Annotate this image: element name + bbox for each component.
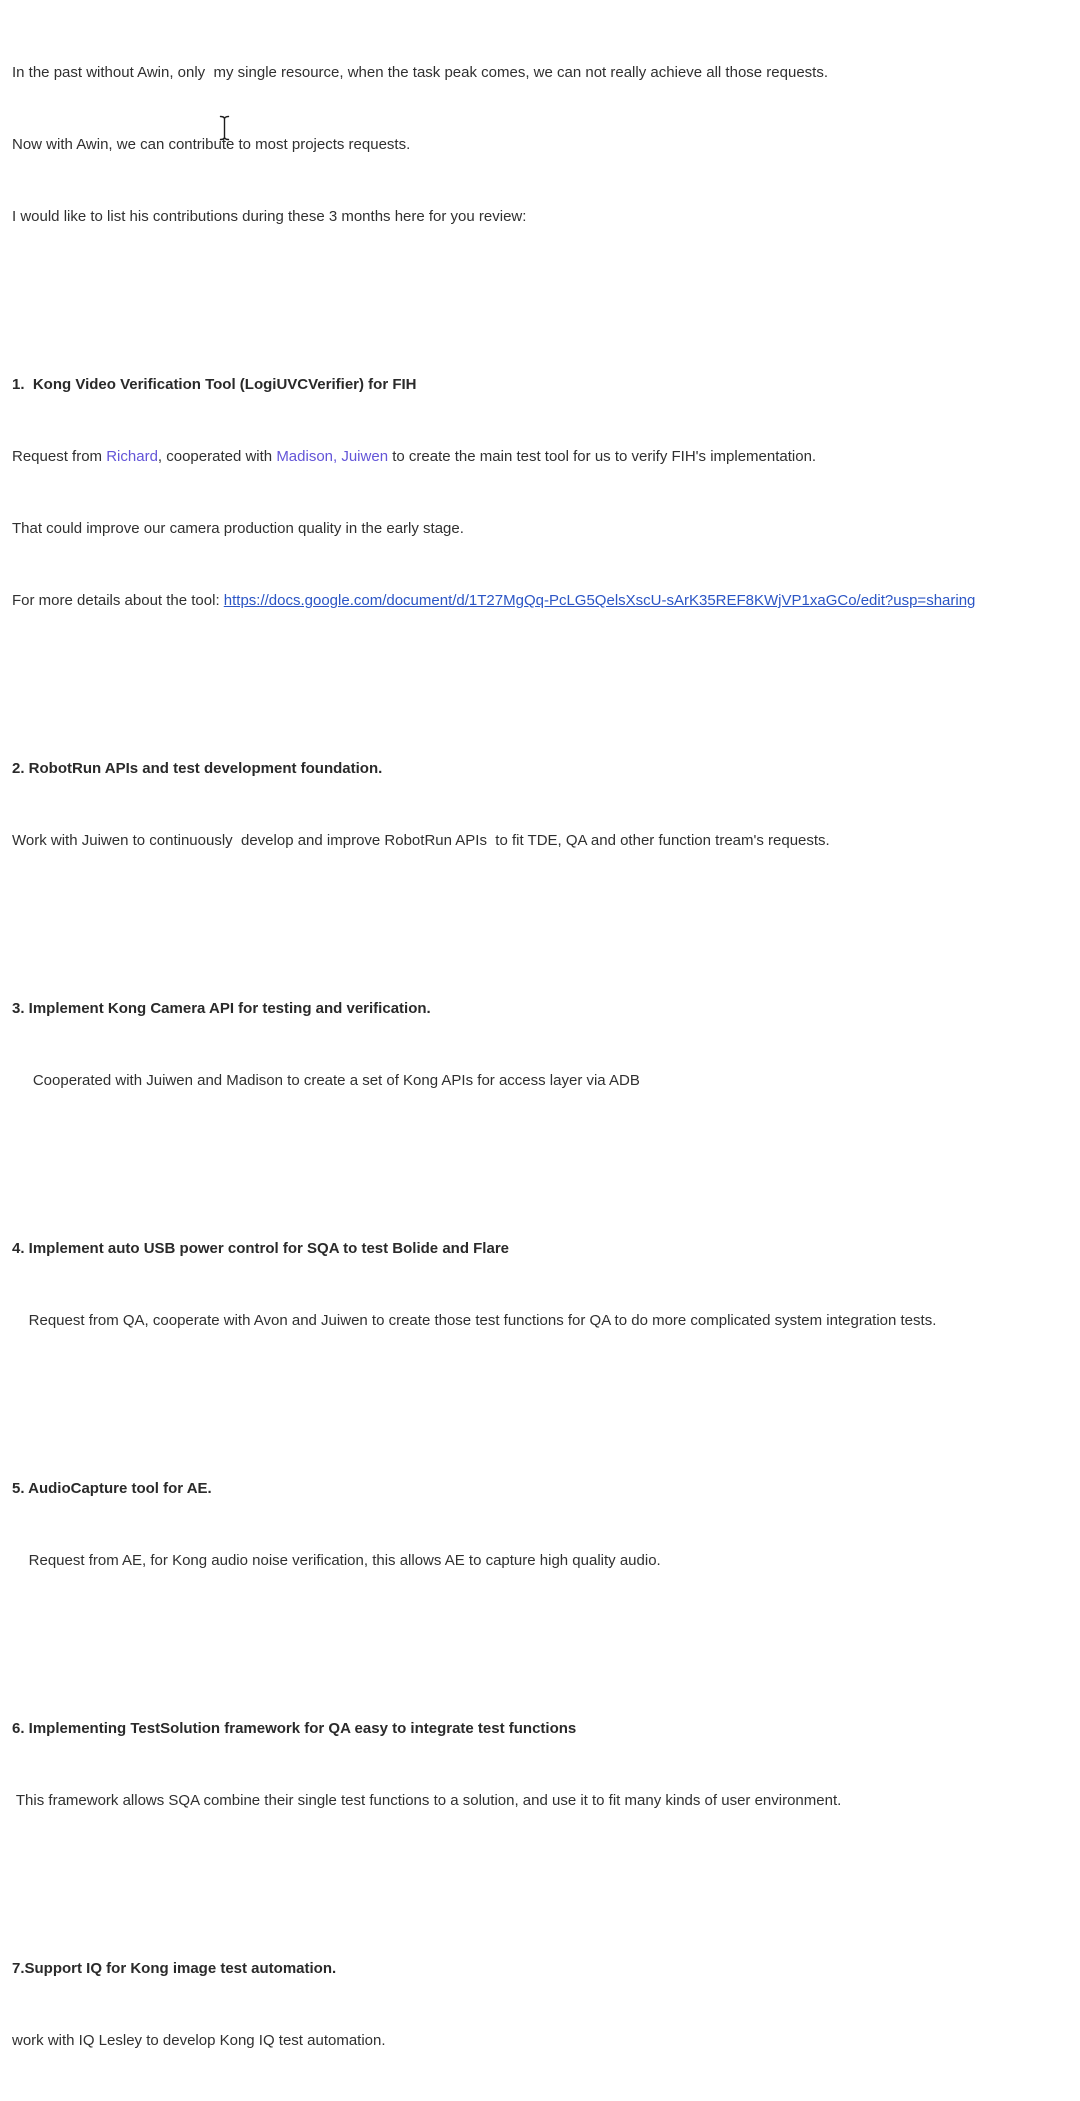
section-4-body: Request from QA, cooperate with Avon and Juiwen to create those test functions for QA to do more complicated system integration tests. xyxy=(12,1312,937,1329)
intro-line-3: I would like to list his contributions during these 3 months here for you review: xyxy=(12,208,527,225)
section-1-improve-line: That could improve our camera production quality in the early stage. xyxy=(12,520,464,537)
request-mid-text: , cooperated with xyxy=(157,448,277,465)
section-6-title: 6. Implementing TestSolution framework for QA easy to integrate test functions xyxy=(12,1720,577,1737)
details-prefix-text: For more details about the tool: xyxy=(12,592,224,609)
document-body xyxy=(12,0,1080,2101)
request-suffix-text: to create the main test tool for us to verify FIH's implementation. xyxy=(388,448,817,465)
section-7-body: work with IQ Lesley to develop Kong IQ test automation. xyxy=(12,2032,386,2049)
blank-line xyxy=(12,1381,1080,1405)
request-prefix-text: Request from xyxy=(12,448,107,465)
person-link-richard[interactable]: Richard xyxy=(106,448,158,465)
blank-line xyxy=(12,661,1080,685)
blank-line xyxy=(12,1141,1080,1165)
section-5-title: 5. AudioCapture tool for AE. xyxy=(12,1480,212,1497)
google-doc-link[interactable]: https://docs.google.com/document/d/1T27MgQq-PcLG5QelsXscU-sArK35REF8KWjVP1xaGCo/edit?usp=sharing xyxy=(223,592,976,609)
section-2-title: 2. RobotRun APIs and test development foundation. xyxy=(12,760,383,777)
section-3-title: 3. Implement Kong Camera API for testing and verification. xyxy=(12,1000,431,1017)
section-1-details-line xyxy=(12,589,1080,613)
section-5-body: Request from AE, for Kong audio noise verification, this allows AE to capture high quality audio. xyxy=(12,1552,661,1569)
blank-line xyxy=(12,277,1080,301)
section-1-request-line xyxy=(12,445,1080,469)
section-6-body: This framework allows SQA combine their single test functions to a solution, and use it to fit many kinds of user environment. xyxy=(12,1792,842,1809)
intro-line-1: In the past without Awin, only my single resource, when the task peak comes, we can not really achieve all those requests. xyxy=(12,64,828,81)
blank-line xyxy=(12,901,1080,925)
intro-line-2: Now with Awin, we can contribute to most projects requests. xyxy=(12,136,411,153)
person-link-madison-juiwen[interactable]: Madison, Juiwen xyxy=(276,448,389,465)
section-1-title: 1. Kong Video Verification Tool (LogiUVCVerifier) for FIH xyxy=(12,376,417,393)
blank-line xyxy=(12,1621,1080,1645)
section-4-title: 4. Implement auto USB power control for SQA to test Bolide and Flare xyxy=(12,1240,509,1257)
section-3-body: Cooperated with Juiwen and Madison to create a set of Kong APIs for access layer via ADB xyxy=(12,1072,640,1089)
blank-line xyxy=(12,1861,1080,1885)
section-2-body: Work with Juiwen to continuously develop and improve RobotRun APIs to fit TDE, QA and other function tream's requests. xyxy=(12,832,830,849)
section-7-title: 7.Support IQ for Kong image test automation. xyxy=(12,1960,337,1977)
